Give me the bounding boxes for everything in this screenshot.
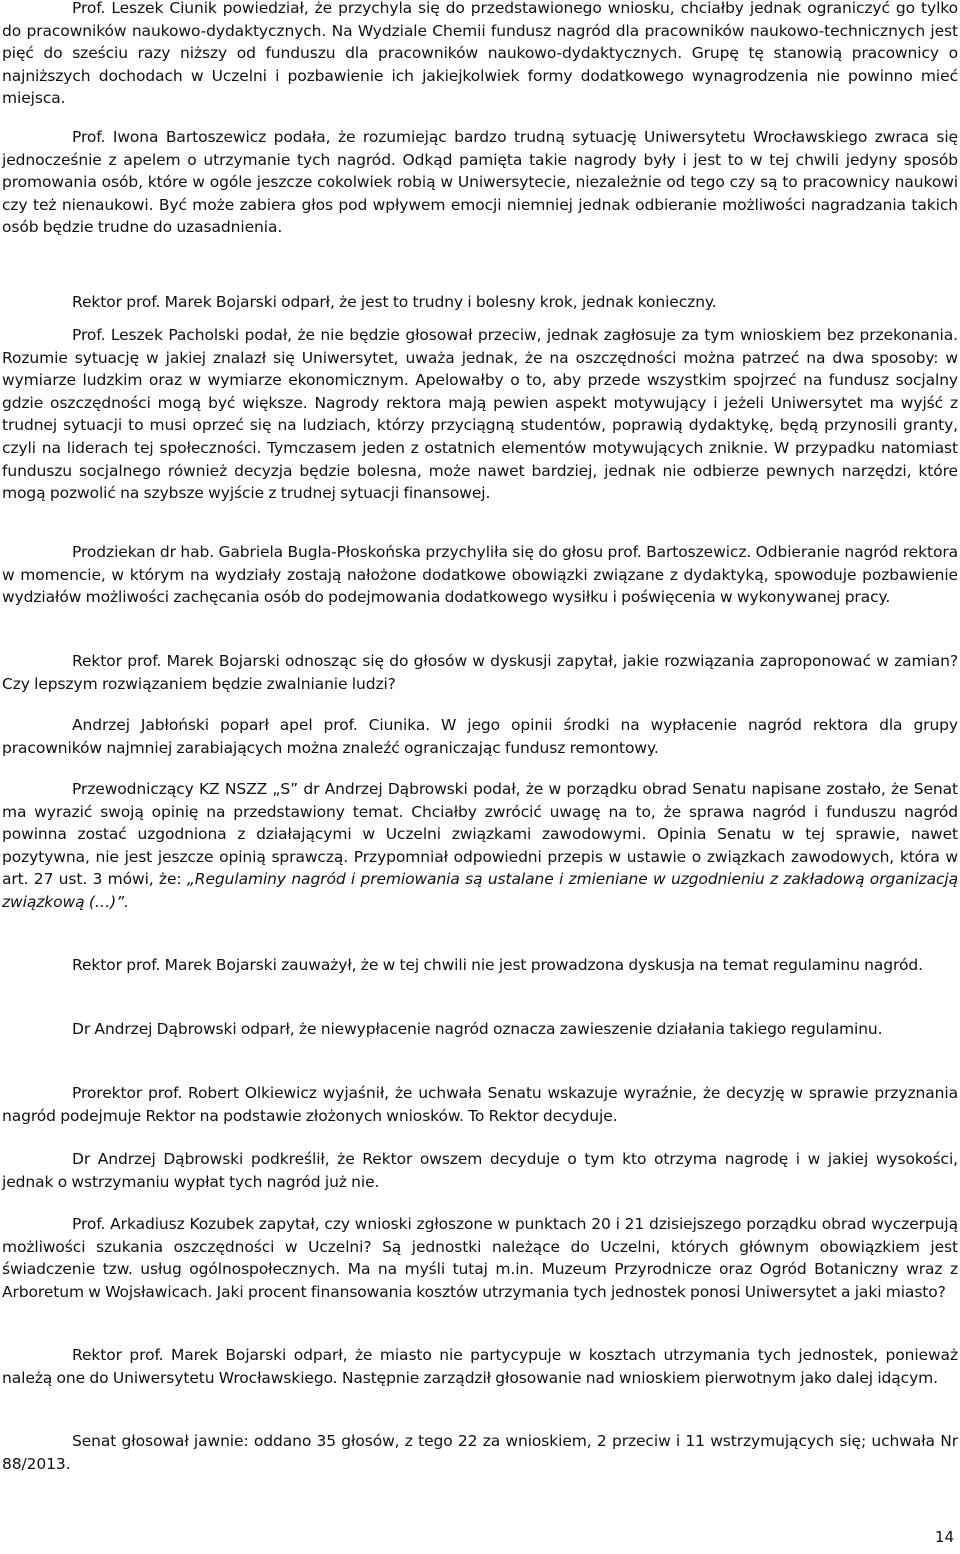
paragraph-dabrowski-2: Dr Andrzej Dąbrowski odparł, że niewypłacenie nagród oznacza zawieszenie działania takiego regulaminu.: [72, 1020, 883, 1038]
paragraph-olkiewicz: Prorektor prof. Robert Olkiewicz wyjaśnił, że uchwała Senatu wskazuje wyraźnie, że decyzję w sprawie przyznania nagród podejmuje Rektor na podstawie złożonych wniosków. To Rektor decyduje.: [2, 1084, 958, 1125]
paragraph-ciunik: Prof. Leszek Ciunik powiedział, że przychyla się do przedstawionego wniosku, chciałby jednak ograniczyć go tylko do pracowników naukowo-dydaktycznych. Na Wydziale Chemii fundusz nagród dla pracowników naukowo-technicznych jest pięć do sześciu razy niższy od funduszu dla pracowników naukowo-dydaktycznych. Grupę tę stanowią pracownicy o najniższych dochodach w Uczelni i pozbawienie ich jakiejkolwiek formy dodatkowego wynagrodzenia nie powinno mieć miejsca.: [2, 0, 958, 108]
paragraph-bojarski-remark: Rektor prof. Marek Bojarski zauważył, że w tej chwili nie jest prowadzona dyskusja na temat regulaminu nagród.: [72, 956, 923, 974]
paragraph-bartoszewicz: Prof. Iwona Bartoszewicz podała, że rozumiejąc bardzo trudną sytuację Uniwersytetu Wrocławskiego zwraca się jednocześnie z apelem o utrzymanie tych nagród. Odkąd pamięta takie nagrody były i jest to w tej chwili jedyny sposób promowania osób, które w ogóle jeszcze cokolwiek robią w Uniwersytecie, niezależnie od tego czy są to pracownicy naukowi czy też nienaukowi. Być może zabiera głos pod wpływem emocji niemniej jednak odbieranie możliwości nagradzania takich osób będzie trudne do uzasadnienia.: [2, 128, 958, 237]
paragraph-bojarski-vote: Rektor prof. Marek Bojarski odparł, że miasto nie partycypuje w kosztach utrzymania tych jednostek, ponieważ należą one do Uniwersytetu Wrocławskiego. Następnie zarządził głosowanie nad wnioskiem pierwotnym jako dalej idącym.: [2, 1346, 958, 1387]
paragraph-dabrowski-1-text: Przewodniczący KZ NSZZ „S” dr Andrzej Dąbrowski podał, że w porządku obrad Senatu napisane zostało, że Senat ma wyrazić swoją opinię na przedstawiony temat. Chciałby zwrócić uwagę na to, że sprawa nagród i funduszu nagród powinna zostać uzgodniona z działającymi w Uczelni związkami zawodowymi. Opinia Senatu w tej sprawie, nawet pozytywna, nie jest jeszcze opinią sprawczą. Przypomniał odpowiedni przepis w ustawie o związkach zawodowych, która w art. 27 ust. 3 mówi, że:: [2, 780, 958, 889]
paragraph-dabrowski-1: [2, 778, 958, 914]
paragraph-vote-result: Senat głosował jawnie: oddano 35 głosów, z tego 22 za wnioskiem, 2 przeciw i 11 wstrzymujących się; uchwała Nr 88/2013.: [2, 1432, 958, 1473]
paragraph-dabrowski-3: Dr Andrzej Dąbrowski podkreślił, że Rektor owszem decyduje o tym kto otrzyma nagrodę i w jakiej wysokości, jednak o wstrzymaniu wypłat tych nagród już nie.: [2, 1150, 958, 1191]
paragraph-bojarski-question: Rektor prof. Marek Bojarski odnosząc się do głosów w dyskusji zapytał, jakie rozwiązania zaproponować w zamian? Czy lepszym rozwiązaniem będzie zwalnianie ludzi?: [2, 652, 958, 693]
paragraph-bojarski-reply-1: Rektor prof. Marek Bojarski odparł, że jest to trudny i bolesny krok, jednak konieczny.: [72, 293, 717, 311]
paragraph-bugla-ploskonska: Prodziekan dr hab. Gabriela Bugla-Płoskońska przychyliła się do głosu prof. Bartoszewicz. Odbieranie nagród rektora w momencie, w którym na wydziały zostają nałożone dodatkowe obowiązki związane z dydaktyką, spowoduje pozbawienie wydziałów możliwości zachęcania osób do podejmowania dodatkowego wysiłku i poświęcenia w wykonywanej pracy.: [2, 543, 958, 607]
paragraph-jablonski: Andrzej Jabłoński poparł apel prof. Ciunika. W jego opinii środki na wypłacenie nagród rektora dla grupy pracowników najmniej zarabiających można znaleźć ograniczając fundusz remontowy.: [2, 716, 958, 757]
paragraph-pacholski: Prof. Leszek Pacholski podał, że nie będzie głosował przeciw, jednak zagłosuje za tym wnioskiem bez przekonania. Rozumie sytuację w jakiej znalazł się Uniwersytet, uważa jednak, że na oszczędności można patrzeć na dwa sposoby: w wymiarze ludzkim oraz w wymiarze ekonomicznym. Apelowałby o to, aby przede wszystkim spojrzeć na fundusz socjalny gdzie oszczędności mogą być większe. Nagrody rektora mają pewien aspekt motywujący i jeżeli Uniwersytet ma wyjść z trudnej sytuacji to musi oprzeć się na ludziach, którzy przyciągną studentów, poprawią dydaktykę, będą przynosili granty, czyli na liderach tej społeczności. Tymczasem jeden z ostatnich elementów motywujących zniknie. W przypadku natomiast funduszu socjalnego również decyzja będzie bolesna, może nawet bardziej, jednak nie odbierze pewnych narzędzi, które mogą pozwolić na szybsze wyjście z trudnej sytuacji finansowej.: [2, 326, 958, 503]
paragraph-kozubek: Prof. Arkadiusz Kozubek zapytał, czy wnioski zgłoszone w punktach 20 i 21 dzisiejszego porządku obrad wyczerpują możliwości szukania oszczędności w Uczelni? Są jednostki należące do Uczelni, których głównym obowiązkiem jest świadczenie tzw. usług ogólnospołecznych. Ma na myśli tutaj m.in. Muzeum Przyrodnicze oraz Ogród Botaniczny wraz z Arboretum w Wojsławicach. Jaki procent finansowania kosztów utrzymania tych jednostek ponosi Uniwersytet a jaki miasto?: [2, 1215, 958, 1301]
page-number: 14: [934, 1528, 954, 1546]
statute-quote: „Regulaminy nagród i premiowania są ustalane i zmieniane w uzgodnieniu z zakładową organizacją związkową (…)”.: [2, 870, 958, 911]
